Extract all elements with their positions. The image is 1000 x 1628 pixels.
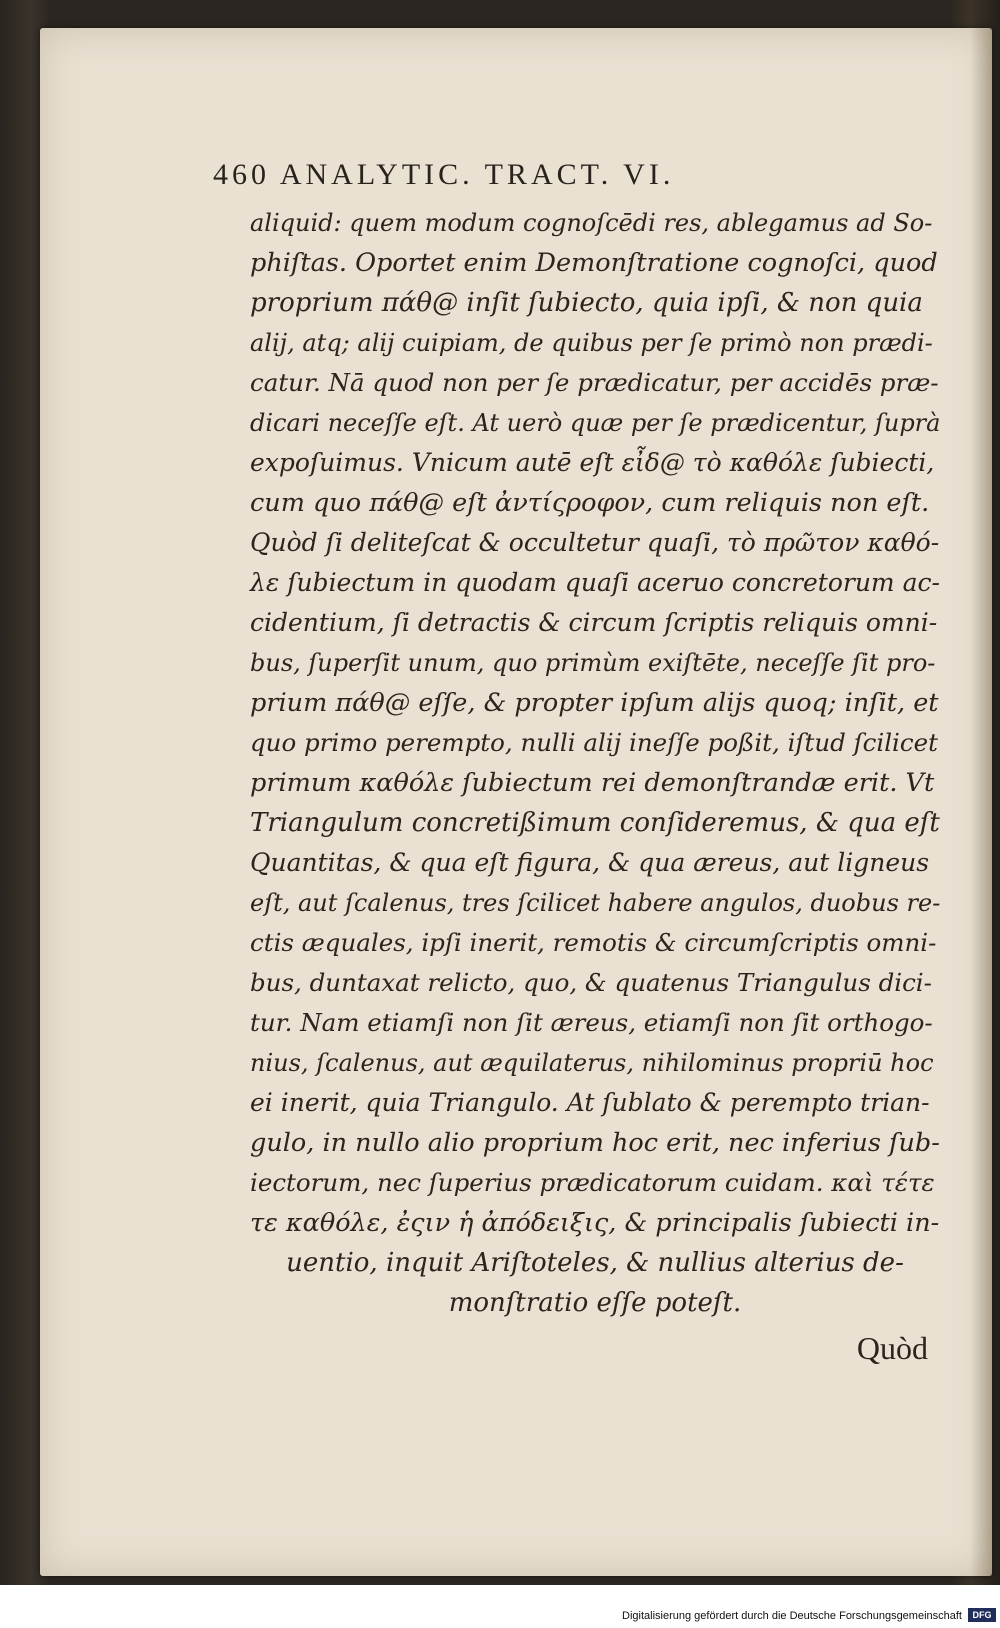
text-line: eſt, aut ſcalenus, tres ſcilicet habere angulos, duobus re- (250, 889, 941, 917)
funding-credit: Digitalisierung gefördert durch die Deutsche Forschungsgemeinschaft (622, 1610, 962, 1622)
catchword: Quòd (856, 1330, 928, 1366)
text-line: bus, duntaxat relicto, quo, & quatenus Triangulus dici- (250, 968, 932, 997)
text-line: nius, ſcalenus, aut æquilaterus, nihilominus propriū hoc (250, 1049, 934, 1077)
text-line: τε καθόλε, ἐςιν ἡ ἀπόδειξις, & principalis ſubiecti in- (250, 1208, 940, 1238)
text-line: aliquid: quem modum cognoſcēdi res, ablegamus ad So- (250, 209, 933, 237)
running-head: 460 ANALYTIC. TRACT. VI. (213, 158, 675, 191)
text-line: λε ſubiectum in quodam quaſi aceruo concretorum ac- (250, 568, 940, 597)
text-line: quo primo perempto, nulli alij ineſſe poßit, iſtud ſcilicet (250, 728, 938, 757)
text-line: cum quo πάθ@ eſt ἀντίςροφον, cum reliquis non eſt. (250, 488, 930, 518)
text-line: iectorum, nec ſuperius prædicatorum cuidam. καὶ τέτε (250, 1168, 935, 1197)
text-line: alij, atq; alij cuipiam, de quibus per ſe primò non prædi- (250, 329, 933, 357)
text-line: bus, ſuperſit unum, quo primùm exiſtēte, neceſſe ſit pro- (250, 649, 936, 677)
dfg-logo: DFG (968, 1608, 996, 1622)
text-line: Triangulum concretißimum conſideremus, & qua eſt (250, 808, 940, 838)
text-line: monſtratio eſſe poteſt. (448, 1288, 742, 1318)
text-line: catur. Nā quod non per ſe prædicatur, per accidēs præ- (250, 368, 939, 397)
text-line: phiſtas. Oportet enim Demonſtratione cognoſci, quod (250, 248, 938, 278)
body-text (250, 203, 940, 1323)
text-line: ctis æquales, ipſi inerit, remotis & circumſcriptis omni- (250, 928, 937, 957)
text-line: Quòd ſi deliteſcat & occultetur quaſi, τὸ πρῶτον καθό- (250, 528, 940, 557)
text-line: cidentium, ſi detractis & circum ſcriptis reliquis omni- (250, 608, 938, 637)
text-line: dicari neceſſe eſt. At uerò quæ per ſe prædicentur, ſuprà (250, 409, 941, 437)
text-line: tur. Nam etiamſi non ſit æreus, etiamſi non ſit orthogo- (250, 1008, 933, 1037)
text-line: Quantitas, & qua eſt figura, & qua æreus, aut ligneus (250, 848, 930, 877)
text-line: prium πάθ@ eſſe, & propter ipſum alijs quoq; inſit, et (250, 688, 939, 718)
text-line: gulo, in nullo alio proprium hoc erit, nec inferius ſub- (250, 1128, 940, 1158)
text-line: ei inerit, quia Triangulo. At ſublato & perempto trian- (250, 1088, 930, 1117)
text-line: expoſuimus. Vnicum autē eſt εἶδ@ τὸ καθόλε ſubiecti, (250, 448, 935, 477)
text-line: uentio, inquit Ariſtoteles, & nullius alterius de- (286, 1248, 904, 1278)
text-line: primum καθόλε ſubiectum rei demonſtrandæ erit. Vt (250, 768, 935, 798)
text-line: proprium πάθ@ inſit ſubiecto, quia ipſi, & non quia (250, 288, 923, 318)
